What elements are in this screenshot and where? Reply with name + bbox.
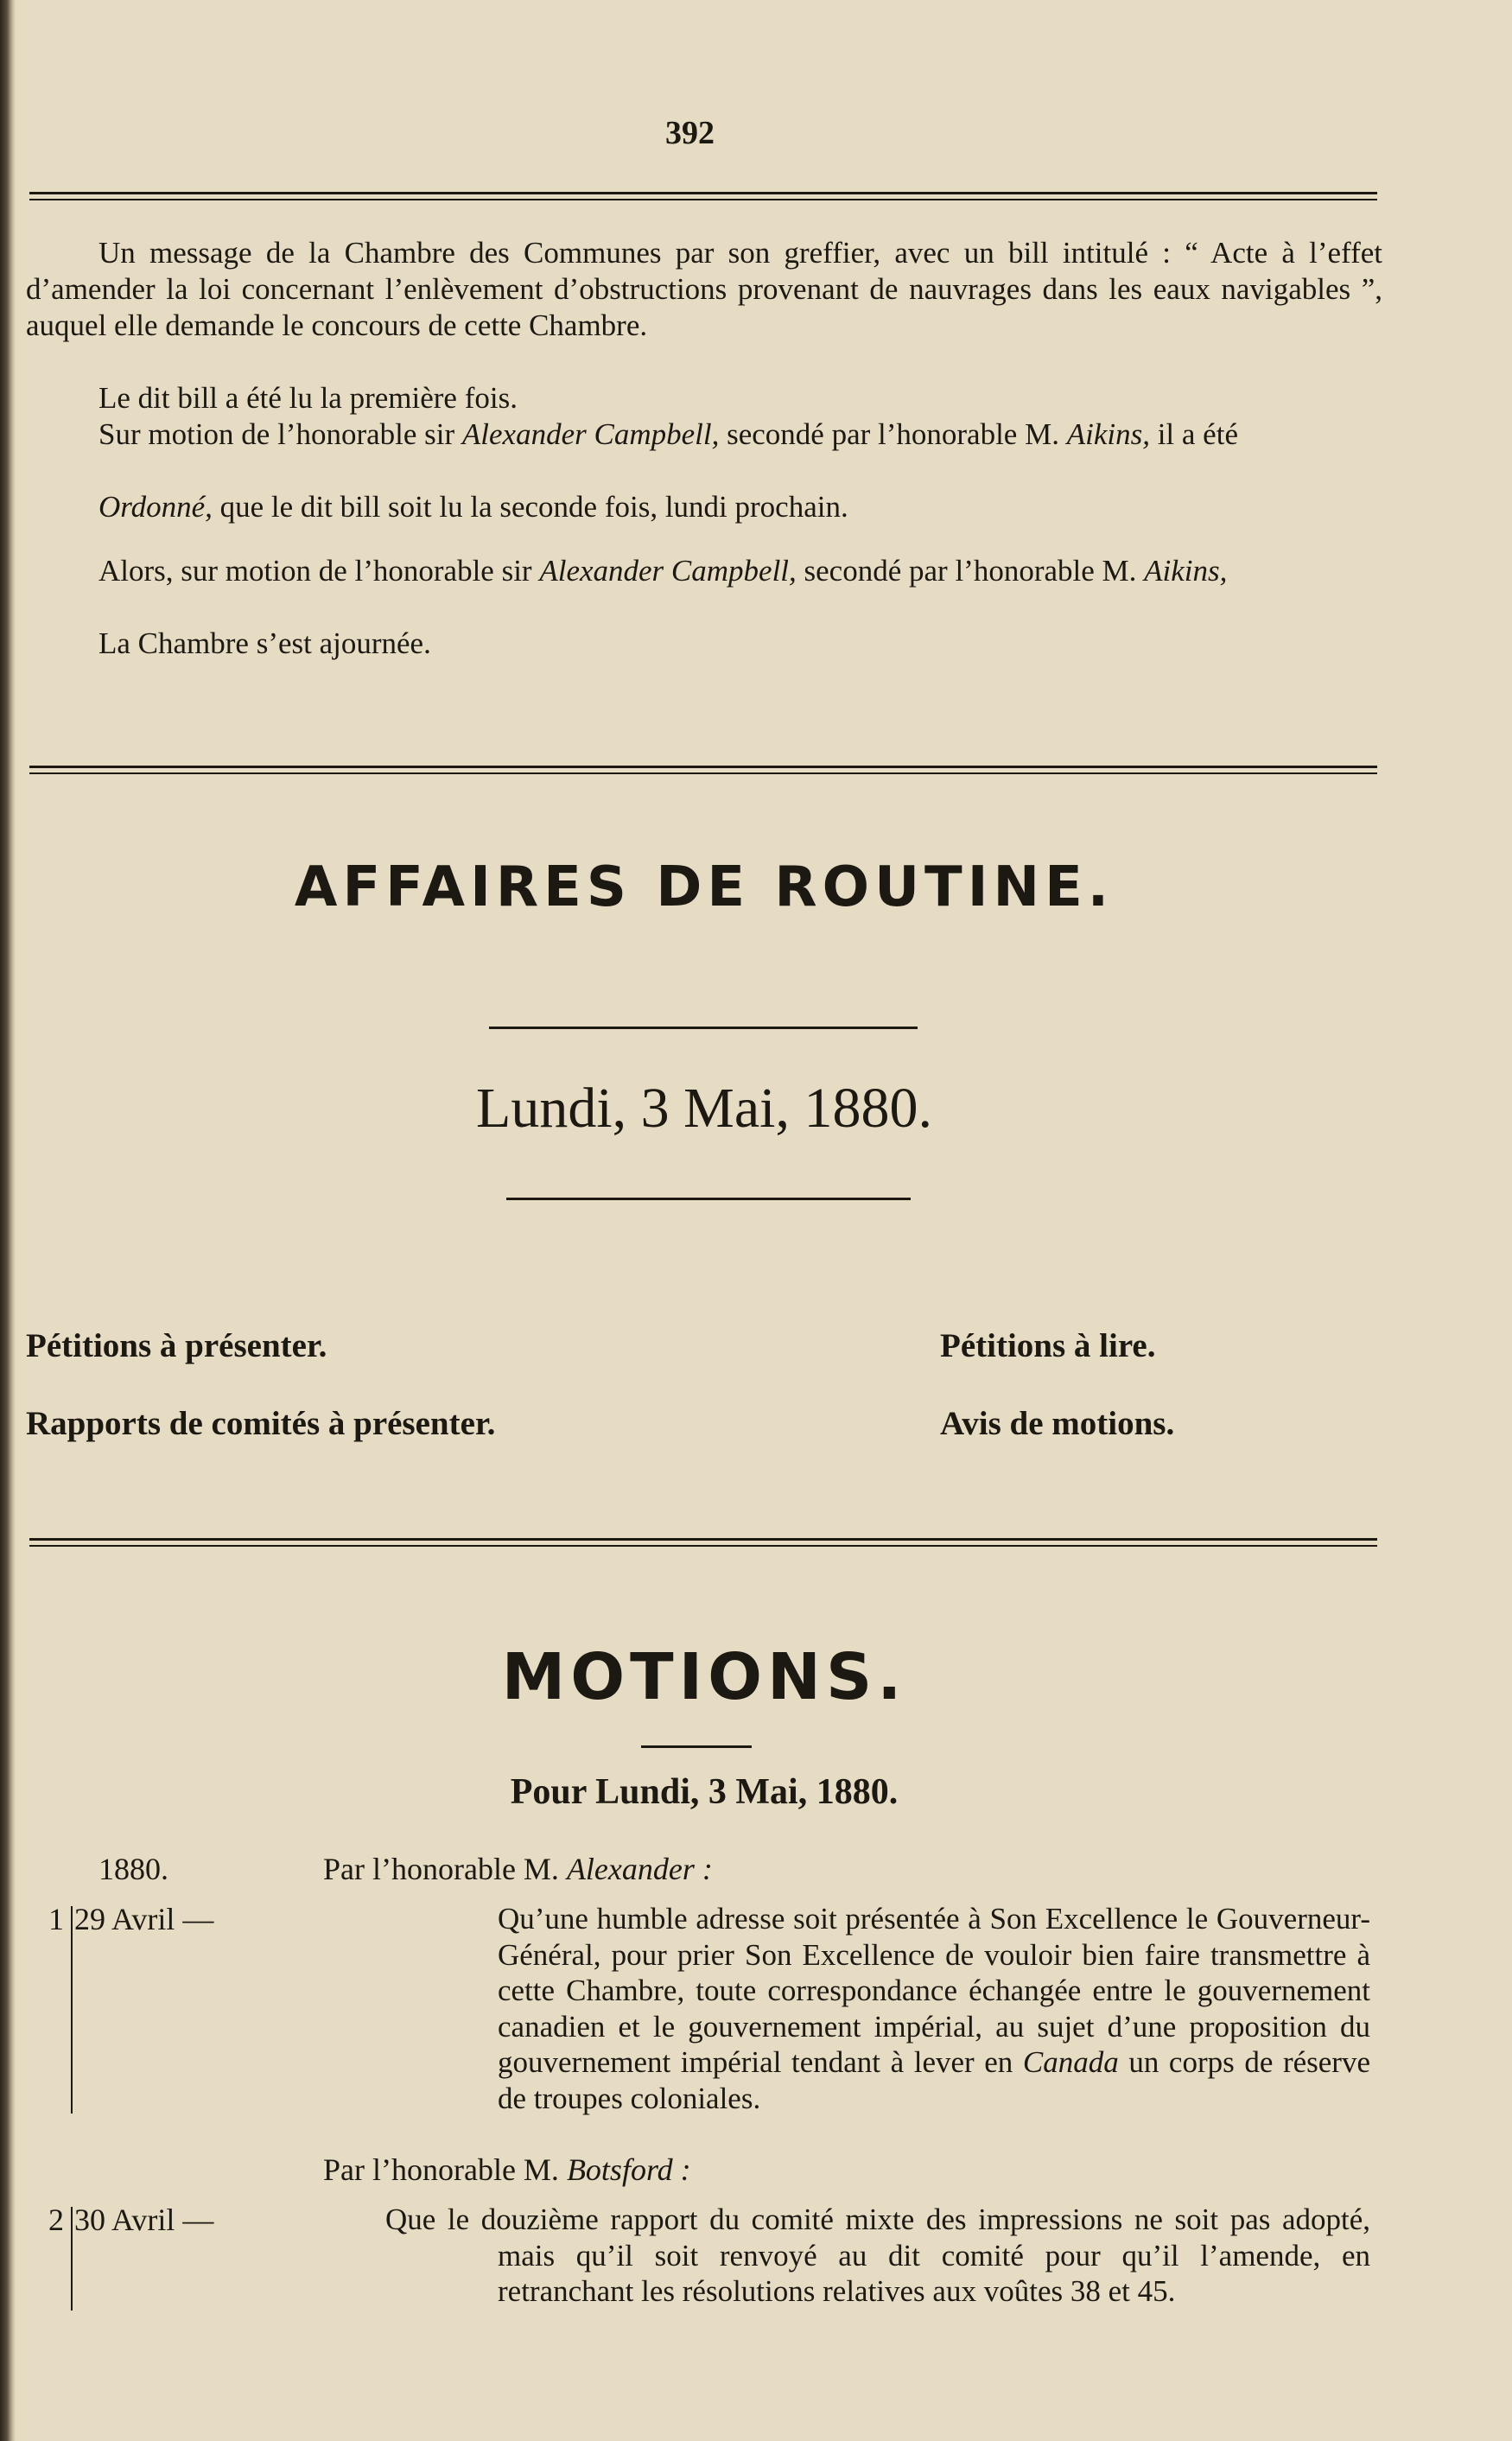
date-underline [506,1198,911,1200]
mover-prefix: Par l’honorable M. [323,1852,567,1886]
item-committee-reports: Rapports de comités à présenter. [26,1405,496,1442]
motions-title: MOTIONS. [501,1640,907,1714]
motion-2-margin-line [71,2207,73,2311]
motions-subtitle: Pour Lundi, 3 Mai, 1880. [510,1772,899,1812]
motion-text: un corps de réserve de troupes coloniales. [498,2045,1370,2115]
seconder-name: Aikins, [1066,417,1150,451]
seconder-name: Aikins, [1144,554,1228,588]
mover-name: Alexander Campbell, [539,554,797,588]
motions-year: 1880. [98,1852,168,1886]
section-rule [29,766,1377,774]
motion-text: secondé par l’honorable M. [719,417,1067,451]
motion-1-margin-line [71,1906,73,2114]
motion-text: Alors, sur motion de l’honorable sir [98,554,540,588]
motion-1-text [385,1901,1370,2116]
intro-paragraph-adjourn-motion [26,553,1382,589]
motion-1-date: 29 Avril — [74,1902,214,1936]
motion-2-date: 30 Avril — [74,2203,214,2237]
motion-2-mover [323,2152,691,2188]
motion-text: secondé par l’honorable M. [796,554,1145,588]
intro-paragraph-motion [26,416,1382,453]
mover-name: Alexander : [566,1852,713,1886]
motion-1-mover [323,1851,713,1887]
title-underline [489,1027,918,1029]
intro-paragraph-first-reading: Le dit bill a été lu la première fois. [98,381,518,415]
routine-date: Lundi, 3 Mai, 1880. [476,1077,932,1140]
mover-prefix: Par l’honorable M. [323,2152,567,2187]
mover-name: Botsford : [566,2152,691,2187]
page-number: 392 [665,115,715,151]
header-rule [29,192,1377,200]
section-rule [29,1538,1377,1547]
motion-2-text [385,2202,1370,2310]
ordered-label: Ordonné, [98,490,213,524]
mover-name: Alexander Campbell, [461,417,720,451]
intro-paragraph-ordered [26,489,1382,525]
motion-text: il a été [1149,417,1238,451]
motion-text: Sur motion de l’honorable sir [98,417,462,451]
motion-text: Qu’une humble adresse soit présentée à Son Excellence le Gouverneur-Général, pour prier Son Excellence de vouloir bien faire transmettre à cette Chambre, toute correspondance échangée entre le gouvernement canadien et le gouvernement impérial, au sujet d’une proposition du gouvernement impérial tendant à lever en [498,1902,1370,2079]
routine-title: AFFAIRES DE ROUTINE. [294,855,1115,919]
motion-text: Que le douzième rapport du comité mixte des impressions ne soit pas adopté, mais qu’il soit renvoyé au dit comité pour qu’il l’amende, en retranchant les résolutions relatives aux voûtes 38 et 45. [385,2203,1370,2308]
page-binding-edge [0,0,16,2441]
ordered-text: que le dit bill soit lu la seconde fois, lundi prochain. [212,490,848,524]
motions-title-underline [641,1745,752,1748]
document-page [26,0,1382,2441]
intro-paragraph-message: Un message de la Chambre des Communes par son greffier, avec un bill intitulé : “ Acte à l’effet d’amender la loi concernant l’enlèvement d’obstructions provenant de nauvrages dans les eaux navigables ”, auquel elle demande le concours de cette Chambre. [26,236,1382,342]
item-petitions-to-present: Pétitions à présenter. [26,1327,327,1364]
motion-text-italic: Canada [1022,2045,1119,2079]
motion-1-number: 1 [48,1902,64,1936]
item-petitions-to-read: Pétitions à lire. [940,1327,1156,1364]
motion-2-number: 2 [48,2203,64,2237]
intro-paragraph-adjourned: La Chambre s’est ajournée. [98,626,431,660]
item-notices-of-motion: Avis de motions. [940,1405,1175,1442]
